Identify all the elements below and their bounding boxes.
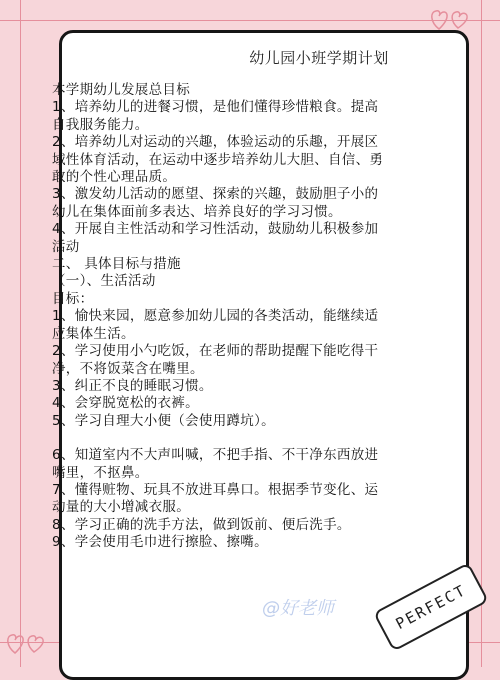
text-line: 5、学习自理大小便（会使用蹲坑）。 [52, 412, 275, 429]
text-line: 3、激发幼儿活动的愿望、探索的兴趣，鼓励胆子小的幼儿在集体面前多表达、培养良好的学习习惯。 [52, 186, 379, 220]
text-line: 目标： [52, 290, 94, 307]
text-line: 1、愉快来园，愿意参加幼儿园的各类活动，能继续适应集体生活。 [52, 308, 379, 342]
frame-line-right [481, 0, 482, 667]
frame-line-top [0, 20, 500, 21]
text-line: 4、开展自主性活动和学习性活动，鼓励幼儿积极参加活动 [52, 221, 379, 255]
text-line: 4、会穿脱宽松的衣裤。 [52, 395, 199, 412]
blank-line [52, 430, 388, 447]
text-line: 3、纠正不良的睡眠习惯。 [52, 377, 213, 394]
section-heading: 二、 具体目标与措施 [52, 256, 181, 273]
text-line: 2、培养幼儿对运动的兴趣，体验运动的乐趣，开展区域性体育活动，在运动中逐步培养幼儿大胆、自信、勇敢的个性心理品质。 [52, 134, 384, 186]
text-line: 6、知道室内不大声叫喊，不把手指、不干净东西放进嘴里，不抠鼻。 [52, 447, 379, 481]
text-line: 2、学习使用小勺吃饭，在老师的帮助提醒下能吃得干净，不将饭菜含在嘴里。 [52, 343, 379, 377]
document-body [52, 82, 388, 552]
subsection-heading: （一）、生活活动 [52, 273, 156, 290]
text-line: 9、学会使用毛巾进行擦脸、擦嘴。 [52, 534, 268, 551]
watermark: @好老师 [262, 598, 334, 619]
document-title: 幼儿园小班学期计划 [249, 49, 389, 67]
section-heading: 本学期幼儿发展总目标 [52, 82, 190, 98]
perfect-stamp: PERFECT [373, 562, 489, 652]
frame-line-left [20, 0, 21, 667]
text-line: 7、懂得赃物、玩具不放进耳鼻口。根据季节变化、运动量的大小增减衣服。 [52, 481, 379, 516]
text-line: 1、培养幼儿的进餐习惯，是他们懂得珍惜粮食。提高自我服务能力。 [52, 99, 379, 133]
text-line: 8、学习正确的洗手方法，做到饭前、便后洗手。 [52, 516, 351, 533]
heart-icon [4, 628, 48, 658]
